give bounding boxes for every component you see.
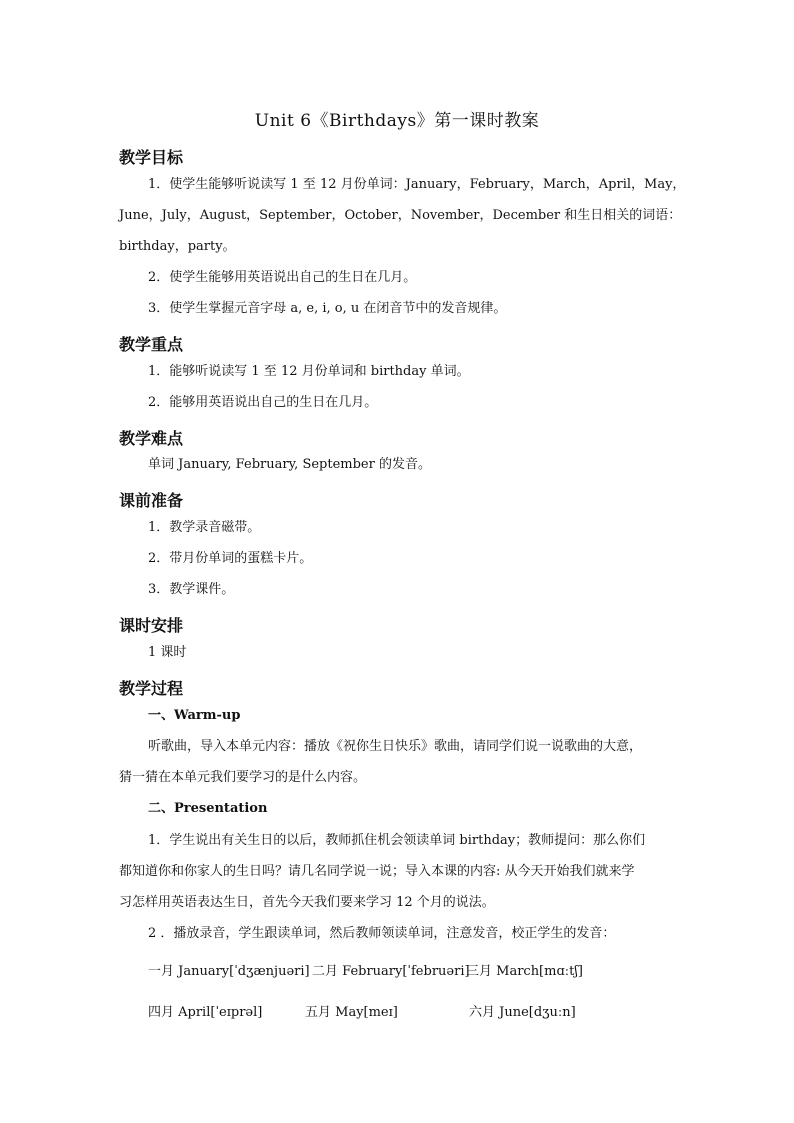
- objectives-item-2: 2．使学生能够用英语说出自己的生日在几月。: [148, 270, 417, 285]
- key-points-item-1: 1．能够听说读写 1 至 12 月份单词和 birthday 单词。: [148, 364, 470, 379]
- preparation-item-1: 1．教学录音磁带。: [148, 520, 261, 535]
- warmup-line-1: 听歌曲，导入本单元内容：播放《祝你生日快乐》歌曲，请同学们说一说歌曲的大意，: [148, 739, 643, 754]
- schedule-heading: 课时安排: [119, 616, 184, 635]
- presentation-title: 二、Presentation: [148, 801, 268, 816]
- presentation-item-1-line-1: 1．学生说出有关生日的以后，教师抓住机会领读单词 birthday；教师提问：那么你们: [148, 833, 646, 848]
- page-title: Unit 6《Birthdays》第一课时教案: [254, 111, 540, 131]
- month-may: 五月 May[meɪ]: [305, 1005, 398, 1020]
- presentation-item-1-line-3: 习怎样用英语表达生日，首先今天我们要来学习 12 个月的说法。: [119, 895, 495, 910]
- month-june: 六月 June[dʒuːn]: [469, 1005, 576, 1020]
- process-heading: 教学过程: [119, 679, 184, 698]
- preparation-item-2: 2．带月份单词的蛋糕卡片。: [148, 551, 313, 566]
- warmup-line-2: 猜一猜在本单元我们要学习的是什么内容。: [119, 770, 367, 785]
- month-march: 三月 March[mɑːtʃ]: [466, 964, 583, 979]
- month-february: 二月 February[ˈfebruəri]: [312, 964, 470, 979]
- objectives-heading: 教学目标: [119, 148, 184, 167]
- schedule-text: 1 课时: [148, 645, 187, 660]
- objectives-item-1-line-1: 1．使学生能够听说读写 1 至 12 月份单词：January，February，March，April，May，: [148, 177, 686, 192]
- key-points-heading: 教学重点: [119, 335, 184, 354]
- warmup-title: 一、Warm-up: [148, 708, 241, 723]
- objectives-item-1-line-2: June，July，August，September，October，November，December 和生日相关的词语：: [119, 208, 682, 223]
- month-january: 一月 January[ˈdʒænjuəri]: [148, 964, 310, 979]
- preparation-item-3: 3．教学课件。: [148, 582, 235, 597]
- month-april: 四月 April[ˈeɪprəl]: [148, 1005, 263, 1020]
- difficulties-heading: 教学难点: [119, 429, 184, 448]
- objectives-item-3: 3．使学生掌握元音字母 a, e, i, o, u 在闭音节中的发音规律。: [148, 301, 507, 316]
- preparation-heading: 课前准备: [119, 491, 184, 510]
- difficulties-text: 单词 January, February, September 的发音。: [148, 457, 431, 472]
- key-points-item-2: 2．能够用英语说出自己的生日在几月。: [148, 395, 378, 410]
- presentation-item-1-line-2: 都知道你和你家人的生日吗？请几名同学说一说；导入本课的内容: 从今天开始我们就来学: [119, 864, 635, 879]
- objectives-item-1-line-3: birthday，party。: [119, 239, 236, 254]
- presentation-item-2: 2 ．播放录音，学生跟读单词，然后教师领读单词，注意发音，校正学生的发音：: [148, 926, 616, 941]
